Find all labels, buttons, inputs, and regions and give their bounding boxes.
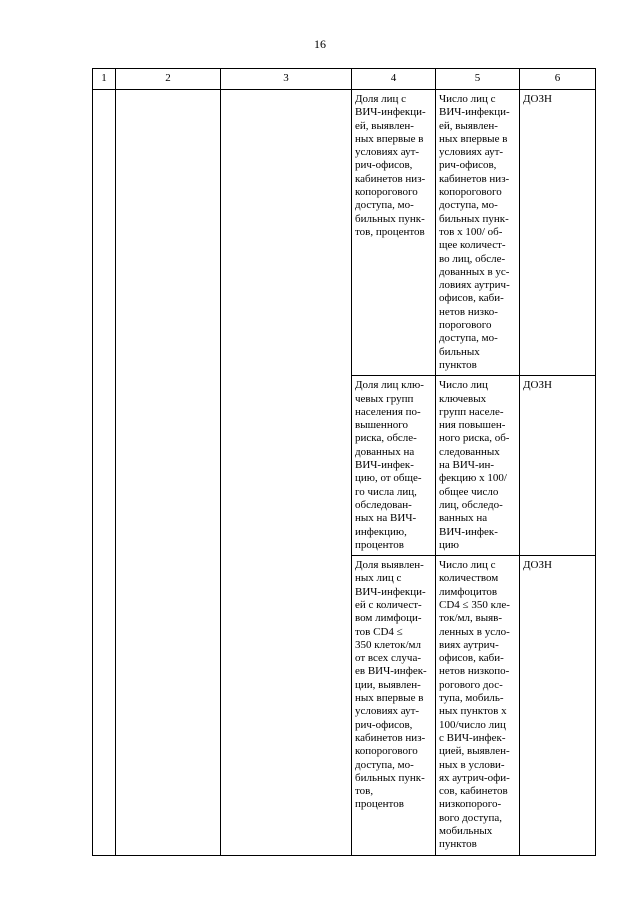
indicator-name-cell: Доля выявлен- ных лиц с ВИЧ-инфекци- ей с количест- вом лимфоци- тов CD4 ≤ 350 клеток/мл от всех случа- ев ВИЧ-инфек- ции, выявлен- ных впервые в условиях аут- рич-офисов, кабинетов низ- копорогового доступа, мо- бильных пунк- тов, процентов: [352, 556, 436, 856]
responsible-body-cell: ДОЗН: [520, 90, 596, 376]
column-3-cell: [221, 90, 352, 856]
column-2-cell: [116, 90, 221, 856]
table-header-row: [93, 69, 596, 90]
calculation-formula-cell: Число лиц ключевых групп населе- ния повышен- ного риска, об- следованных на ВИЧ-ин- фекцию х 100/ общее число лиц, обследо- ванных на ВИЧ-инфек- цию: [436, 376, 520, 556]
column-1-cell: [93, 90, 116, 856]
responsible-body-cell: ДОЗН: [520, 376, 596, 556]
column-header-4: 4: [352, 69, 436, 90]
page-number: 16: [314, 37, 326, 51]
indicator-name-cell: Доля лиц с ВИЧ-инфекци- ей, выявлен- ных впервые в условиях аут- рич-офисов, кабинетов низ- копорогового доступа, мо- бильных пунк- тов, процентов: [352, 90, 436, 376]
responsible-body-cell: ДОЗН: [520, 556, 596, 856]
calculation-formula-cell: Число лиц с количеством лимфоцитов CD4 ≤ 350 кле- ток/мл, выяв- ленных в усло- виях аутрич- офисов, каби- нетов низкопо- рогового дос- тупа, мобиль- ных пунктов х 100/число лиц с ВИЧ-инфек- цией, выявлен- ных в услови- ях аутрич-офи- сов, кабинетов низкопорого- вого доступа, мобильных пунктов: [436, 556, 520, 856]
calculation-formula-cell: Число лиц с ВИЧ-инфекци- ей, выявлен- ных впервые в условиях аут- рич-офисов, кабинетов низ- копорогового доступа, мо- бильных пунк- тов х 100/ об- щее количест- во лиц, обсле- дованных в ус- ловиях аутрич- офисов, каби- нетов низко- порогового доступа, мо- бильных пунктов: [436, 90, 520, 376]
indicator-name-cell: Доля лиц клю- чевых групп населения по- вышенного риска, обсле- дованных на ВИЧ-инфек- цию, от обще- го числа лиц, обследован- ных на ВИЧ- инфекцию, процентов: [352, 376, 436, 556]
column-header-2: 2: [116, 69, 221, 90]
column-header-6: 6: [520, 69, 596, 90]
column-header-3: 3: [221, 69, 352, 90]
column-header-5: 5: [436, 69, 520, 90]
column-header-1: 1: [93, 69, 116, 90]
indicator-table: [92, 68, 596, 856]
table-row: [93, 90, 596, 376]
